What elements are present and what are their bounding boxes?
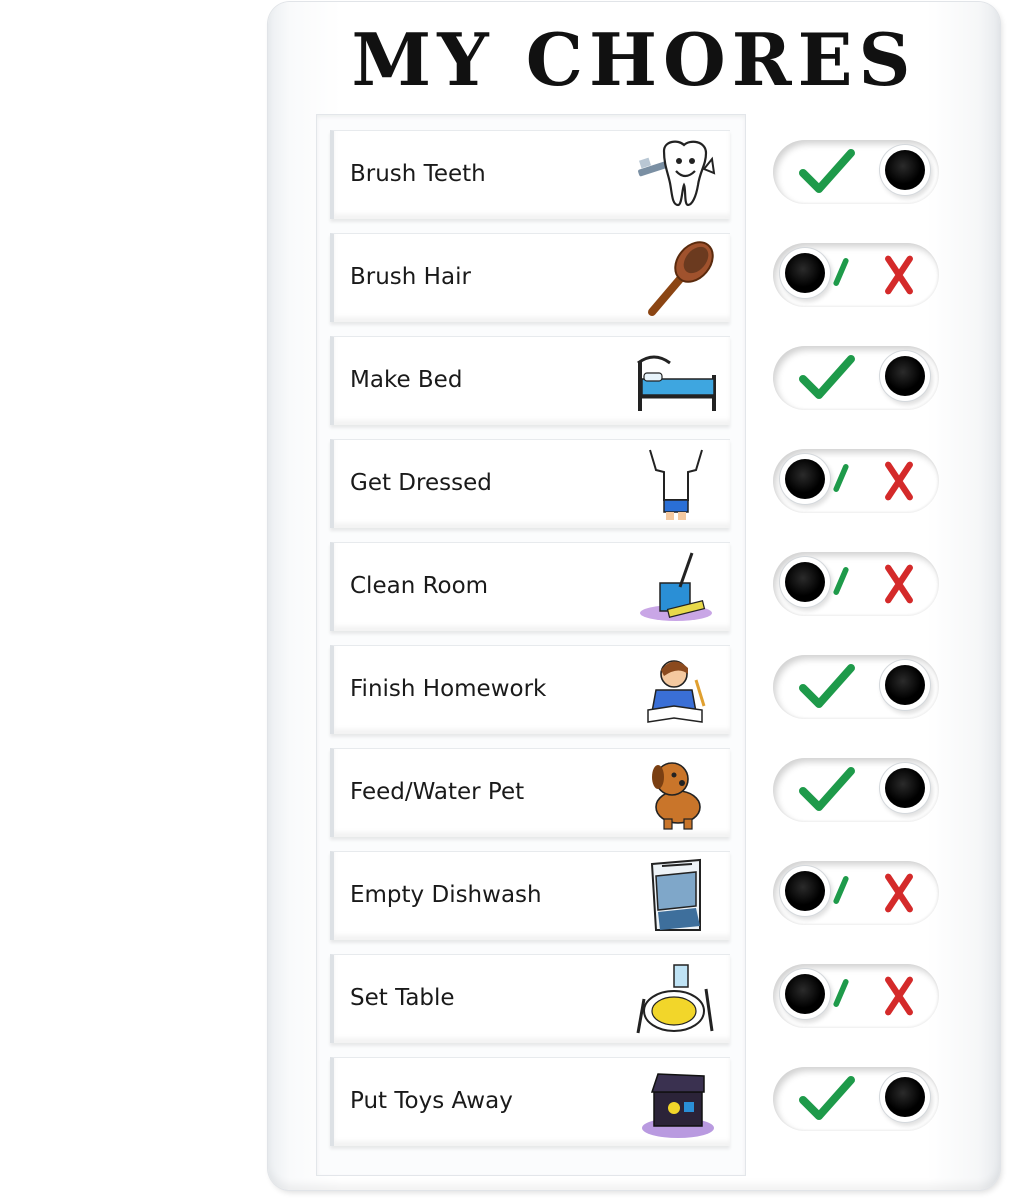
slider-knob[interactable] [785,562,825,602]
chore-status-slider[interactable] [773,1067,939,1131]
dishwasher-icon [634,856,718,936]
slider-knob[interactable] [885,1077,925,1117]
cross-icon [881,251,917,299]
chore-label: Empty Dishwash [350,882,542,908]
chore-status-slider[interactable] [773,346,939,410]
slider-knob[interactable] [785,974,825,1014]
chore-card [330,233,730,322]
chore-status-slider[interactable] [773,655,939,719]
chore-label: Put Toys Away [350,1088,513,1114]
chore-card [330,645,730,734]
chore-card [330,336,730,425]
slider-knob[interactable] [885,356,925,396]
checkmark-icon [833,873,849,907]
cross-icon [881,457,917,505]
chore-card [330,748,730,837]
chore-status-slider[interactable] [773,449,939,513]
child-dressing-icon [634,444,718,524]
checkmark-icon [797,661,857,711]
checkmark-icon [833,461,849,495]
chore-status-slider[interactable] [773,140,939,204]
cross-icon [881,972,917,1020]
slider-knob[interactable] [885,665,925,705]
checkmark-icon [797,764,857,814]
chore-label: Feed/Water Pet [350,779,525,805]
chore-card [330,542,730,631]
chore-label: Clean Room [350,573,489,599]
chore-card [330,954,730,1043]
chore-status-slider[interactable] [773,552,939,616]
chore-label: Get Dressed [350,470,492,496]
slider-knob[interactable] [785,871,825,911]
slider-knob[interactable] [785,459,825,499]
chore-status-slider[interactable] [773,964,939,1028]
toy-box-icon [634,1062,718,1142]
cross-icon [881,869,917,917]
chore-status-slider[interactable] [773,758,939,822]
cross-icon [881,560,917,608]
hairbrush-icon [634,238,718,318]
chore-label: Brush Hair [350,264,471,290]
chore-label: Make Bed [350,367,463,393]
chore-card [330,130,730,219]
plate-cutlery-icon [634,959,718,1039]
board-title: MY CHORES [351,17,917,102]
checkmark-icon [833,255,849,289]
bed-icon [634,341,718,421]
chore-card [330,851,730,940]
checkmark-icon [797,1073,857,1123]
checkmark-icon [833,564,849,598]
dog-icon [634,753,718,833]
chore-board [268,2,1000,1190]
slider-knob[interactable] [885,150,925,190]
checkmark-icon [797,352,857,402]
chore-status-slider[interactable] [773,243,939,307]
chore-status-slider[interactable] [773,861,939,925]
mop-bucket-icon [634,547,718,627]
chore-label: Finish Homework [350,676,547,702]
tooth-toothbrush-icon [634,135,718,215]
chore-card [330,439,730,528]
chore-label: Set Table [350,985,455,1011]
slider-knob[interactable] [885,768,925,808]
chore-label: Brush Teeth [350,161,486,187]
checkmark-icon [833,976,849,1010]
chore-card [330,1057,730,1146]
slider-knob[interactable] [785,253,825,293]
child-homework-icon [634,650,718,730]
checkmark-icon [797,146,857,196]
